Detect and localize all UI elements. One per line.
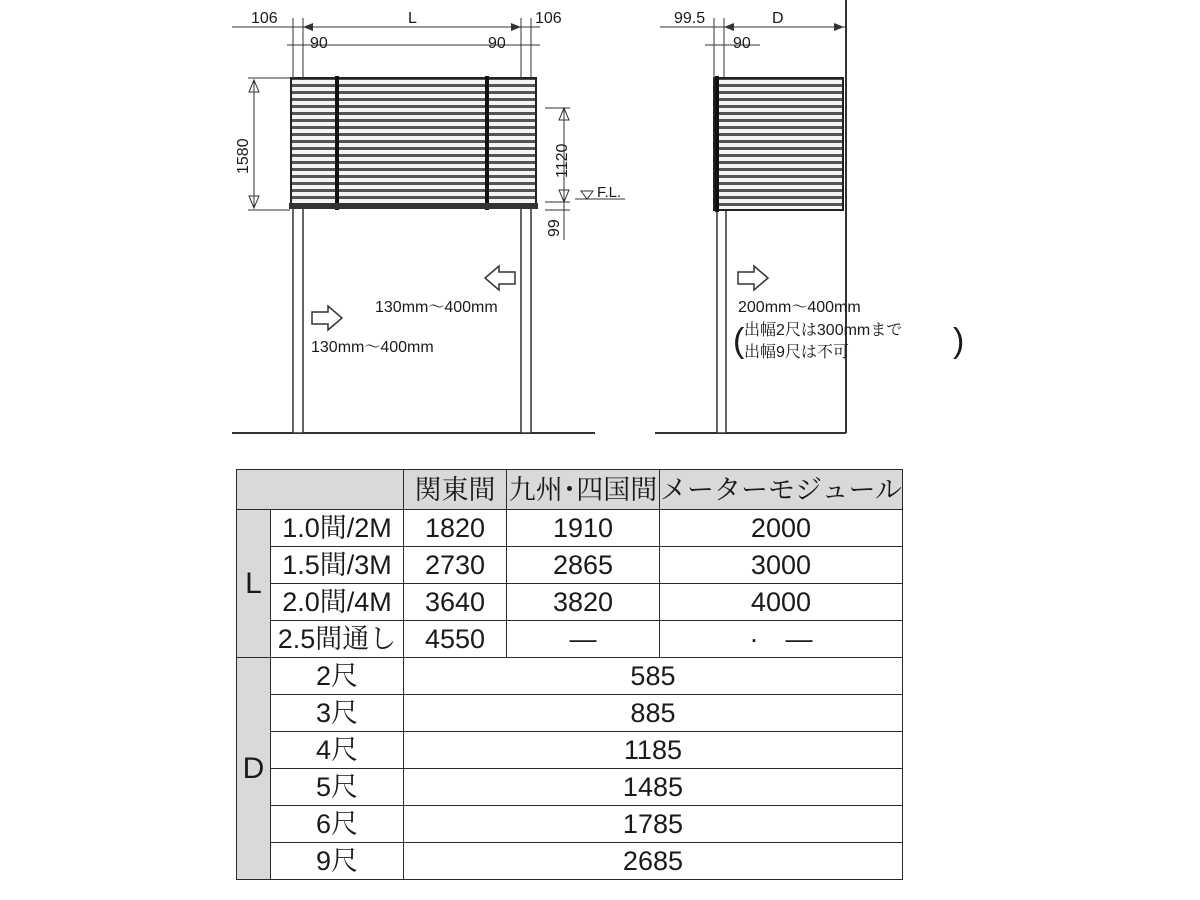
dim-width-l: L <box>408 10 417 27</box>
table-row <box>237 732 903 769</box>
header-kyushu: 九州･四国間 <box>507 470 660 510</box>
table-header-row <box>237 470 903 510</box>
group-label-l: L <box>237 510 271 658</box>
side-note-2: 出幅9尺は不可 <box>744 344 849 361</box>
size-table <box>236 469 903 880</box>
table-row <box>237 621 903 658</box>
table-row <box>237 510 903 547</box>
table-row <box>237 806 903 843</box>
header-meter: メーターモジュール <box>660 470 903 510</box>
cell-depth-value: 2685 <box>404 843 903 880</box>
table-row <box>237 658 903 695</box>
size-label: 6尺 <box>271 806 404 843</box>
table-row <box>237 769 903 806</box>
side-range: 200mm〜400mm <box>738 299 861 316</box>
header-kanto: 関東間 <box>404 470 507 510</box>
side-slat-panel <box>714 78 843 210</box>
cell-kyushu: — <box>507 621 660 658</box>
range-upper: 130mm〜400mm <box>375 299 498 316</box>
cell-kyushu: 2865 <box>507 547 660 584</box>
cell-kanto: 4550 <box>404 621 507 658</box>
left-arrow-icon <box>485 266 515 290</box>
dim-left-inner: 90 <box>310 35 328 52</box>
size-label: 2.5間通し <box>271 621 404 658</box>
size-label: 4尺 <box>271 732 404 769</box>
cell-kanto: 1820 <box>404 510 507 547</box>
side-note-paren-left: ( <box>733 322 745 360</box>
floor-level-label: F.L. <box>597 184 622 201</box>
arrowhead <box>511 23 521 31</box>
table-row <box>237 843 903 880</box>
arrowhead <box>303 23 313 31</box>
size-label: 1.0間/2M <box>271 510 404 547</box>
cell-meter: · — <box>660 621 903 658</box>
cell-meter: 2000 <box>660 510 903 547</box>
dim-right-inner: 90 <box>488 35 506 52</box>
group-label-d: D <box>237 658 271 880</box>
range-lower: 130mm〜400mm <box>311 339 434 356</box>
table-row <box>237 584 903 621</box>
arrowhead <box>724 23 734 31</box>
dim-panel-1120: 1120 <box>554 143 571 178</box>
side-view <box>655 0 964 433</box>
size-label: 9尺 <box>271 843 404 880</box>
dim-floor-99: 99 <box>546 219 563 237</box>
cell-kyushu: 1910 <box>507 510 660 547</box>
size-label: 2.0間/4M <box>271 584 404 621</box>
cell-depth-value: 1485 <box>404 769 903 806</box>
dim-right-offset: 106 <box>535 10 562 27</box>
size-label: 5尺 <box>271 769 404 806</box>
cell-depth-value: 1185 <box>404 732 903 769</box>
front-view <box>232 10 625 433</box>
size-label: 1.5間/3M <box>271 547 404 584</box>
cell-meter: 4000 <box>660 584 903 621</box>
header-corner <box>237 470 404 510</box>
dim-side-inner: 90 <box>733 35 751 52</box>
side-note-paren-right: ) <box>953 322 965 360</box>
right-arrow-icon <box>738 266 768 290</box>
dim-left-offset: 106 <box>251 10 278 27</box>
size-label: 2尺 <box>271 658 404 695</box>
cell-depth-value: 1785 <box>404 806 903 843</box>
arrowhead <box>834 23 844 31</box>
cell-kyushu: 3820 <box>507 584 660 621</box>
cell-depth-value: 585 <box>404 658 903 695</box>
dim-height-1580: 1580 <box>235 138 252 174</box>
right-arrow-icon <box>312 306 342 330</box>
cell-kanto: 3640 <box>404 584 507 621</box>
dim-side-offset: 99.5 <box>674 10 706 27</box>
table-row <box>237 695 903 732</box>
front-slat-panel <box>291 78 536 208</box>
table-row <box>237 547 903 584</box>
cell-kanto: 2730 <box>404 547 507 584</box>
cell-depth-value: 885 <box>404 695 903 732</box>
size-label: 3尺 <box>271 695 404 732</box>
front-panel-bottom-rail <box>289 203 538 209</box>
dim-depth-d: D <box>772 10 784 27</box>
floor-level-marker-icon <box>581 191 593 199</box>
cell-meter: 3000 <box>660 547 903 584</box>
side-note-1: 出幅2尺は300mmまで <box>744 322 903 339</box>
